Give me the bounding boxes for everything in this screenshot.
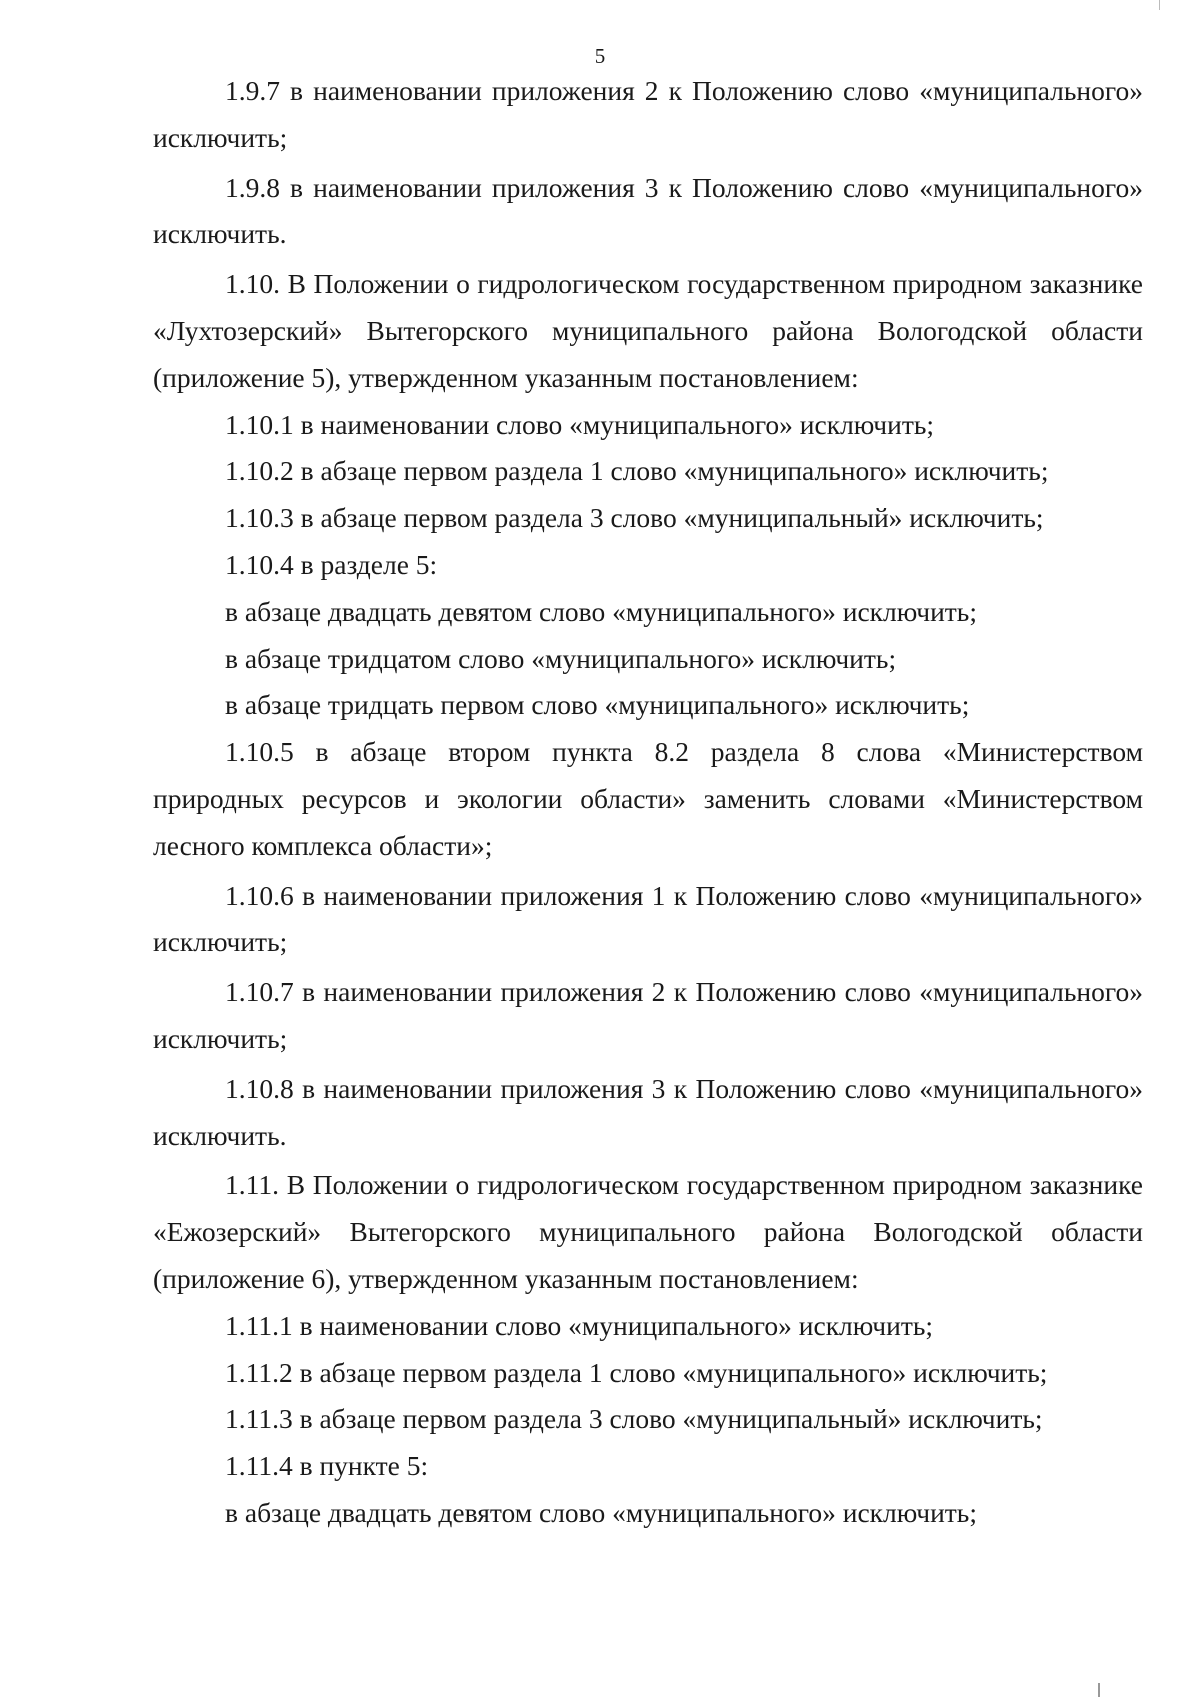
paragraph-1-11-2: 1.11.2 в абзаце первом раздела 1 слово «муниципального» исключить; (225, 1356, 1048, 1388)
scan-edge-mark (1159, 0, 1160, 10)
paragraph-1-11-1: 1.11.1 в наименовании слово «муниципального» исключить; (225, 1309, 934, 1341)
paragraph-1-11-4: 1.11.4 в пункте 5: (225, 1450, 429, 1482)
scan-edge-mark (1098, 1683, 1100, 1697)
paragraph-1-10-4-item-1: в абзаце двадцать девятом слово «муниципального» исключить; (225, 595, 977, 627)
paragraph-1-10: 1.10. В Положении о гидрологическом государственном природном заказнике «Лухтозерский» Вытегорского муниципального района Вологодской области (приложение 5), утвержденном указанным постановлением: (153, 268, 1143, 393)
paragraph-1-10-4: 1.10.4 в разделе 5: (225, 548, 438, 580)
page-number: 5 (594, 44, 606, 68)
paragraph-1-10-2: 1.10.2 в абзаце первом раздела 1 слово «муниципального» исключить; (225, 455, 1049, 487)
paragraph-1-10-3: 1.10.3 в абзаце первом раздела 3 слово «муниципальный» исключить; (225, 502, 1044, 534)
paragraph-1-10-6: 1.10.6 в наименовании приложения 1 к Положению слово «муниципального» исключить; (153, 879, 1143, 958)
paragraph-1-10-1: 1.10.1 в наименовании слово «муниципального» исключить; (225, 408, 935, 440)
paragraph-1-11: 1.11. В Положении о гидрологическом государственном природном заказнике «Ежозерский» Вытегорского муниципального района Вологодской области (приложение 6), утвержденном указанным постановлением: (153, 1169, 1143, 1294)
document-body (153, 68, 1143, 1537)
paragraph-1-10-4-item-2: в абзаце тридцатом слово «муниципального» исключить; (225, 642, 897, 674)
paragraph-1-10-7: 1.10.7 в наименовании приложения 2 к Положению слово «муниципального» исключить; (153, 976, 1143, 1054)
paragraph-1-11-4-item-1: в абзаце двадцать девятом слово «муниципального» исключить; (225, 1496, 977, 1528)
paragraph-1-10-4-item-3: в абзаце тридцать первом слово «муниципального» исключить; (225, 689, 970, 721)
paragraph-1-9-8: 1.9.8 в наименовании приложения 3 к Положению слово «муниципального» исключить. (153, 171, 1143, 250)
paragraph-1-9-7: 1.9.7 в наименовании приложения 2 к Положению слово «муниципального» исключить; (153, 75, 1143, 153)
paragraph-1-11-3: 1.11.3 в абзаце первом раздела 3 слово «муниципальный» исключить; (225, 1403, 1043, 1435)
paragraph-1-10-5: 1.10.5 в абзаце втором пункта 8.2 раздела 8 слова «Министерством природных ресурсов и экологии области» заменить словами «Министерством лесного комплекса области»; (153, 736, 1143, 861)
paragraph-1-10-8: 1.10.8 в наименовании приложения 3 к Положению слово «муниципального» исключить. (153, 1072, 1143, 1151)
